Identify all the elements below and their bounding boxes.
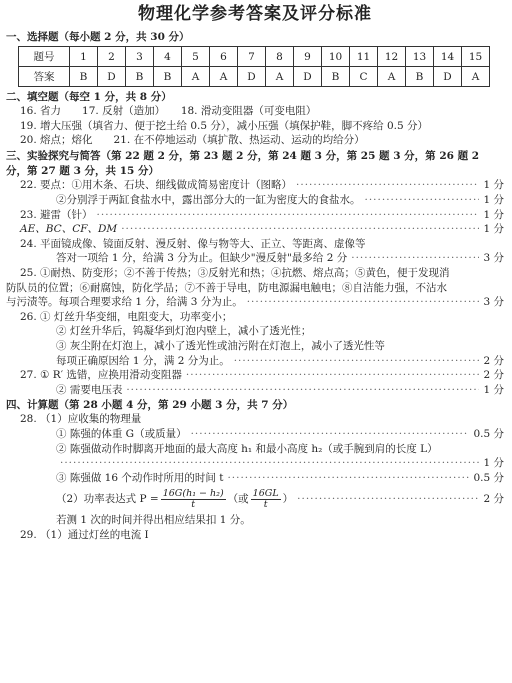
question-number-cell: 11 [350,47,378,67]
leader-dots [365,193,480,207]
q29-line-1: 29. （1）通过灯丝的电流 I [20,529,149,542]
question-number-cell: 14 [434,47,462,67]
q27-line-2 [6,383,504,398]
q23-score-2: 1 分 [483,223,504,236]
question-number-row [19,47,490,67]
q25-score: 3 分 [483,296,504,309]
q28-line-2 [6,427,504,442]
q23-text-2: AE、BC、CF、DM [20,223,118,236]
q24-text-2: 答对一项给 1 分，给满 3 分为止。但缺少"漫反射"最多给 2 分 [56,252,348,265]
leader-dots [296,178,479,192]
answer-cell: B [322,67,350,87]
answer-cell: B [70,67,98,87]
answer-cell: B [406,67,434,87]
q25-line-3 [6,295,504,310]
answer-table [18,46,490,87]
q28-text-2: ① 陈强的体重 G（或质量） [56,428,187,441]
q26-score: 2 分 [483,354,504,367]
leader-dots [186,368,480,382]
fraction-1-numerator: 16G(h₁ − h₂) [162,487,224,499]
answer-cell: C [350,67,378,87]
question-number-cell: 12 [378,47,406,67]
question-number-cell: 15 [462,47,490,67]
q28-score-5: 0.5 分 [473,471,504,484]
q25-text-3: 与污渍等。每项合理要求给 1 分，给满 3 分为止。 [6,296,243,309]
answer-cell: D [98,67,126,87]
leader-dots [191,427,470,441]
formula-prefix: （2）功率表达式 P = [56,493,159,506]
q24-score: 3 分 [483,252,504,265]
leader-dots [234,354,480,368]
section-4-heading: 四、计算题（第 28 小题 4 分，第 29 小题 3 分，共 7 分） [6,399,294,412]
answer-cell: A [210,67,238,87]
row-label-number: 题号 [19,47,70,67]
q23-line-2 [6,222,504,237]
q22-text-2: ②分别浮于两缸食盐水中，露出部分大的一缸为密度大的食盐水。 [56,194,361,206]
q26-text-4: 每项正确原因给 1 分，满 2 分为止。 [56,354,230,367]
question-number-cell: 13 [406,47,434,67]
question-number-cell: 3 [126,47,154,67]
question-number-cell: 9 [294,47,322,67]
question-number-cell: 4 [154,47,182,67]
q27-text-2: ② 需要电压表 [56,383,123,396]
section-2-heading: 二、填空题（每空 1 分，共 8 分） [6,91,172,104]
fraction-1-denominator: t [191,498,196,510]
answer-cell: B [126,67,154,87]
q26-line-3: ③ 灰尘附在灯泡上，减小了透光性或油污附在灯泡上，减小了透光性等 [56,339,385,352]
q22-score-2: 1 分 [483,194,504,206]
q22-text-1: 22. 要点：①用木条、石块、细线做成简易密度计（图略） [20,179,293,192]
q28-line-1: 28. （1）应收集的物理量 [20,413,142,426]
leader-dots [60,456,479,470]
question-number-cell: 2 [98,47,126,67]
fraction-2-numerator: 16GL [252,487,279,499]
fill-line-16-18: 16. 省力 17. 反射（造加） 18. 滑动变阻器（可变电阻） [20,105,317,118]
q27-text-1: 27. ① R′ 选错，应换用滑动变阻器 [20,369,182,382]
q24-line-2 [6,251,504,266]
q27-score-1: 2 分 [483,369,504,382]
q23-score-1: 1 分 [483,208,504,221]
q27-score-2: 1 分 [483,383,504,396]
fraction-2-denominator: t [263,498,268,510]
answer-cell: B [154,67,182,87]
q28-score-2: 0.5 分 [473,428,504,441]
q23-text-1: 23. 避雷（针） [20,208,93,221]
q23-line-1 [6,208,504,223]
answer-row [19,67,490,87]
q28-line-6 [6,485,504,513]
fraction-1 [161,489,226,510]
leader-dots [297,492,479,506]
fill-line-20-21: 20. 熔点；熔化 21. 在不停地运动（填扩散、热运动、运动的均给分） [20,134,365,147]
fraction-2 [251,489,281,510]
question-number-cell: 1 [70,47,98,67]
fill-line-19: 19. 增大压强（填省力、便于挖土给 0.5 分），减小压强（填保护鞋，脚不疼给 0.5 分） [20,119,429,132]
page-title: 物理化学参考答案及评分标准 [138,4,372,24]
q28-text-5: ③ 陈强做 16 个动作时所用的时间 t [56,471,224,484]
q24-line-1: 24. 平面镜成像、镜面反射、漫反射、像与物等大、正立、等距离、虚像等 [20,237,366,250]
q28-line-7: 若测 1 次的时间并得出相应结果扣 1 分。 [56,514,251,527]
q22-score-1: 1 分 [483,179,504,192]
q28-line-4 [6,456,504,471]
q26-line-1: 26. ① 灯丝升华变细，电阻变大，功率变小； [20,310,233,323]
answer-cell: A [182,67,210,87]
q22-line-2 [6,193,504,208]
q25-line-2: 防队员的位置；⑥耐腐蚀，防化学品；⑦不善于导电，防电源漏电触电；⑧自洁能力强，不沾水 [6,281,447,294]
leader-dots [126,383,479,397]
answer-cell: D [294,67,322,87]
q25-line-1: 25. ①耐热、防变形；②不善于传热；③反射光和热；④抗燃、熔点高；⑤黄色，便于发现消 [20,266,450,279]
section-1-heading: 一、选择题（每小题 2 分，共 30 分） [6,30,190,43]
q26-line-2: ② 灯丝升华后，钨凝华到灯泡内壁上，减小了透光性； [56,325,312,338]
q28-line-5 [6,471,504,486]
q28-score-4: 1 分 [483,457,504,470]
q28-score-6: 2 分 [483,493,504,506]
question-number-cell: 6 [210,47,238,67]
q28-line-3: ② 陈强做动作时脚离开地面的最大高度 h₁ 和最小高度 h₂（或手腕到肩的长度 L） [56,442,438,455]
answer-cell: D [434,67,462,87]
question-number-cell: 7 [238,47,266,67]
leader-dots [247,295,480,309]
answer-cell: A [378,67,406,87]
question-number-cell: 10 [322,47,350,67]
question-number-cell: 5 [182,47,210,67]
leader-dots [97,208,480,222]
power-formula [56,489,293,510]
answer-cell: A [266,67,294,87]
q22-line-1 [6,178,504,193]
section-3-heading-a: 三、实验探究与简答（第 22 题 2 分，第 23 题 2 分，第 24 题 3 分，第 25 题 3 分，第 26 题 2 [6,150,480,163]
q27-line-1 [6,368,504,383]
answer-cell: D [238,67,266,87]
answer-cell: A [462,67,490,87]
formula-suffix: ） [282,493,294,506]
formula-alt-prefix: （或 [227,493,249,506]
leader-dots [227,471,469,485]
row-label-answer: 答案 [19,67,70,87]
question-number-cell: 8 [266,47,294,67]
section-3-heading-b: 分，第 27 题 3 分，共 15 分） [6,165,159,178]
q26-line-4 [6,354,504,369]
leader-dots [351,251,479,265]
leader-dots [121,222,479,236]
